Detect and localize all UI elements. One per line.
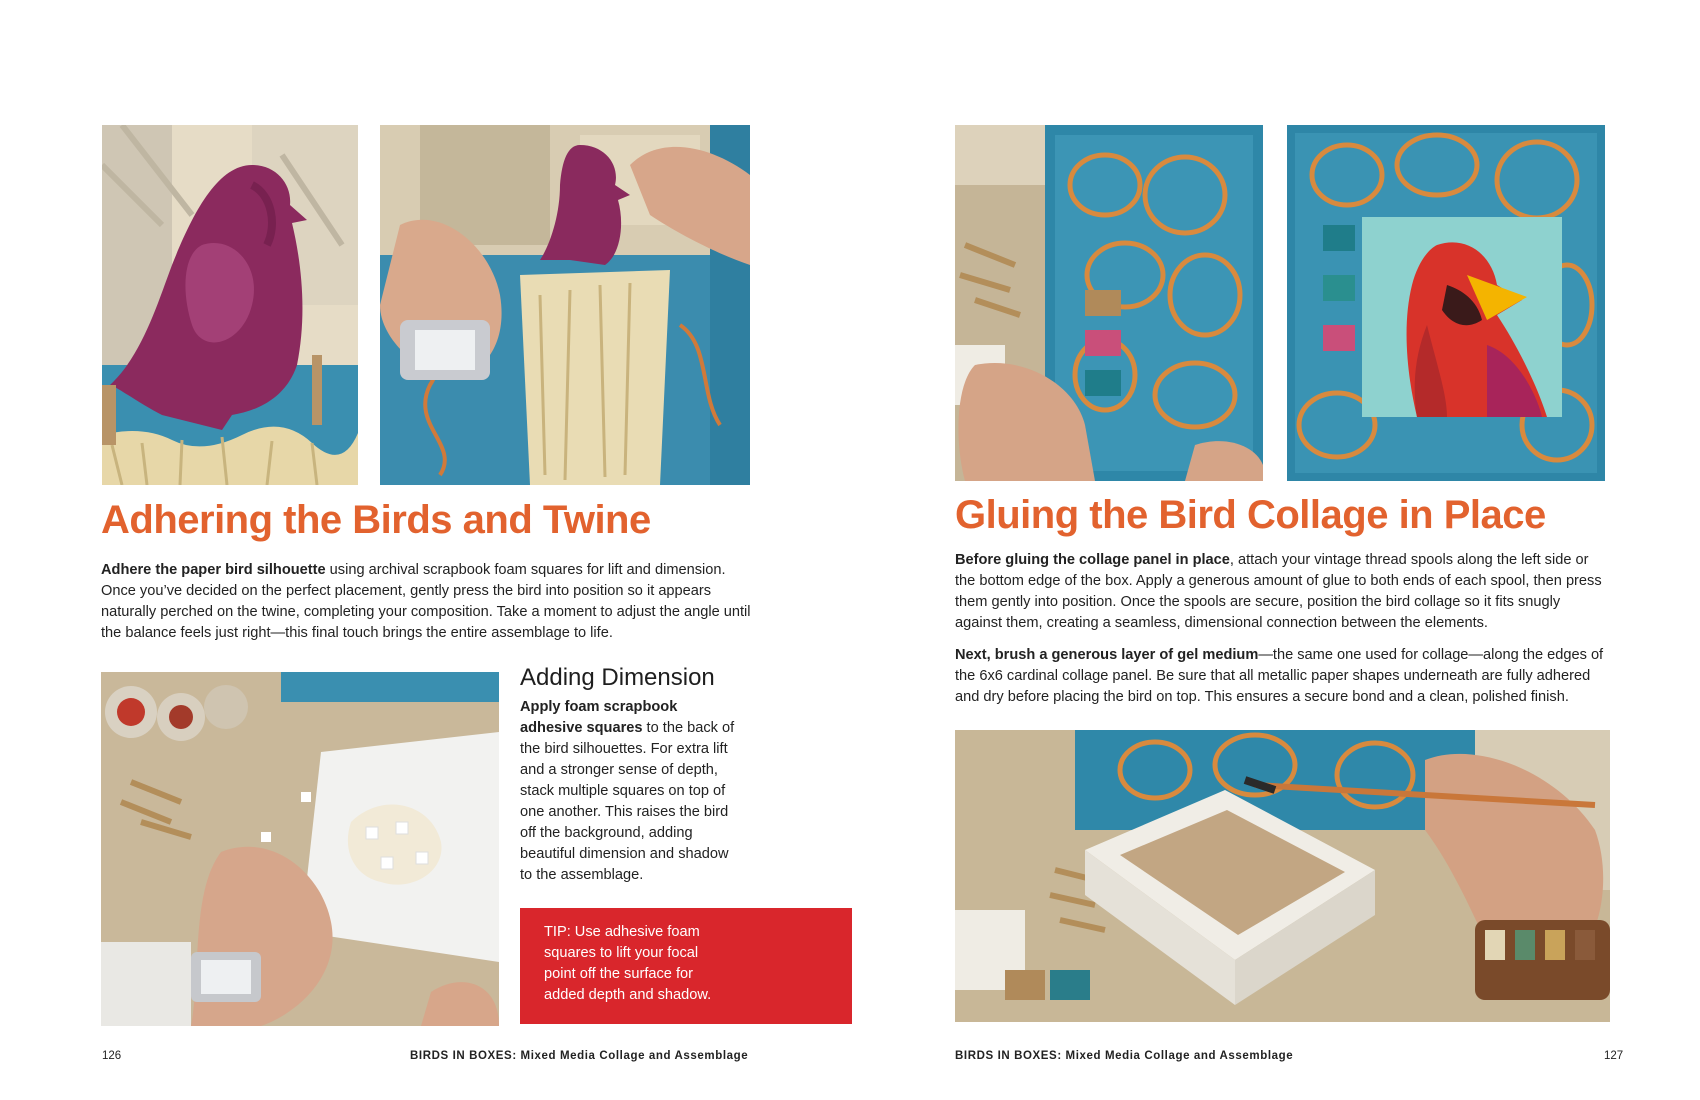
tip-text: TIP: Use adhesive foam squares to lift your focal point off the surface for added depth and shadow.	[544, 924, 712, 1003]
right-paragraph-2-text: —the same one used for collage—along the edges of the 6x6 cardinal collage panel. Be sure that all metallic paper shapes underneath are fully adhered and dry before placing the bird on top. This ensures a secure bond and a clean, polished finish.	[955, 647, 1604, 705]
right-paragraph-2-lead: Next, brush a generous layer of gel medium	[955, 647, 1259, 663]
adding-dimension-paragraph	[520, 697, 740, 886]
left-footer-title: BIRDS IN BOXES: Mixed Media Collage and Assemblage	[410, 1050, 749, 1062]
photo-cardinal-collage	[1287, 125, 1605, 481]
photo-brushing-gel-medium	[955, 730, 1610, 1022]
photo-purple-bird	[102, 125, 358, 485]
left-paragraph-lead: Adhere the paper bird silhouette	[101, 562, 326, 578]
right-page-paragraph-1	[955, 550, 1610, 634]
right-paragraph-1-lead: Before gluing the collage panel in place	[955, 552, 1230, 568]
photo-attaching-spools	[955, 125, 1263, 481]
right-page-heading: Gluing the Bird Collage in Place	[955, 493, 1546, 537]
side-paragraph-text: to the back of the bird silhouettes. For extra lift and a stronger sense of depth, stack multiple squares on top of one another. This raises the bird off the background, adding beautiful dimension and shadow to the assemblage.	[520, 720, 735, 883]
tip-box	[520, 908, 852, 1024]
right-paragraph-1-text: , attach your vintage thread spools along the left side or the bottom edge of the box. Apply a generous amount of glue to both ends of each spool, then press them gently into position. Once the spools are secure, position the bird collage so it fits snugly against them, creating a seamless, dimensional connection between the elements.	[955, 552, 1602, 631]
left-page-number: 126	[102, 1050, 122, 1062]
adding-dimension-heading: Adding Dimension	[520, 664, 715, 691]
right-footer-title: BIRDS IN BOXES: Mixed Media Collage and Assemblage	[955, 1050, 1294, 1062]
left-page-heading: Adhering the Birds and Twine	[101, 498, 651, 542]
right-page-paragraph-2	[955, 645, 1610, 708]
side-paragraph-lead: Apply foam scrapbook adhesive squares	[520, 699, 678, 736]
right-page-number: 127	[1604, 1050, 1624, 1062]
photo-foam-squares	[101, 672, 499, 1026]
left-paragraph-text: using archival scrapbook foam squares for lift and dimension. Once you’ve decided on the perfect placement, gently press the bird into position so it appears naturally perched on the twine, completing your composition. Take a moment to adjust the angle until the balance feels just right—this final touch brings the entire assemblage to life.	[101, 562, 751, 641]
left-page-paragraph	[101, 560, 751, 644]
photo-hands-placing-bird	[380, 125, 750, 485]
